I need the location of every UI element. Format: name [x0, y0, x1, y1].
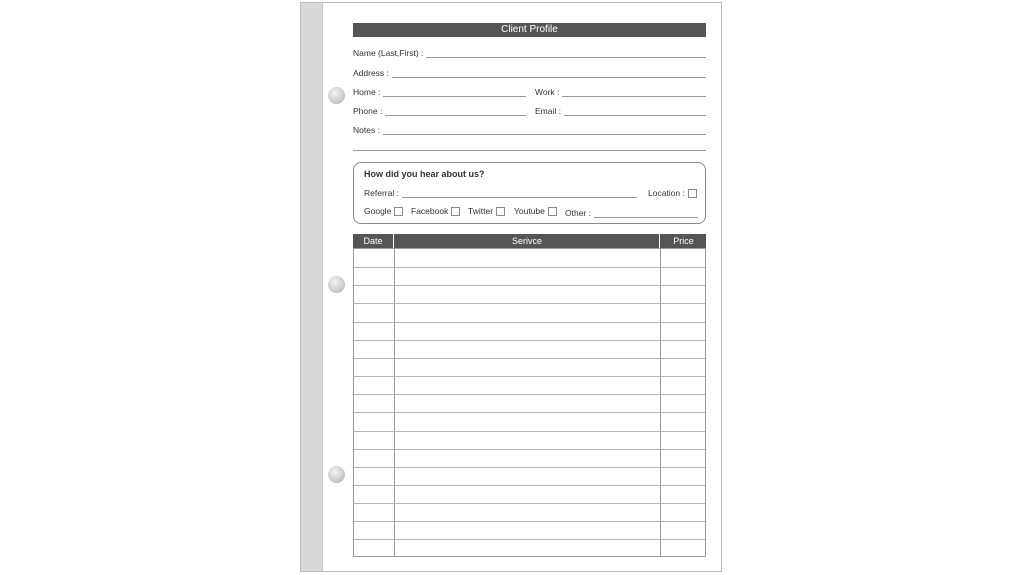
date-column-header: Date [363, 236, 383, 246]
table-row[interactable] [354, 539, 705, 540]
table-row[interactable] [354, 449, 705, 450]
email-label: Email : [535, 106, 561, 116]
notes-field[interactable] [353, 123, 706, 135]
table-row[interactable] [354, 412, 705, 413]
table-row[interactable] [354, 322, 705, 323]
facebook-option[interactable] [411, 206, 460, 216]
address-label: Address : [353, 68, 389, 78]
facebook-label: Facebook [411, 206, 449, 216]
table-row[interactable] [354, 285, 705, 286]
form-title: Client Profile [353, 23, 706, 37]
referral-source-box [353, 162, 706, 224]
referral-line [402, 189, 637, 198]
table-row[interactable] [354, 303, 705, 304]
twitter-checkbox[interactable] [496, 207, 505, 216]
phone-line [385, 107, 526, 116]
service-column-header: Serivce [393, 234, 660, 248]
home-label: Home : [353, 87, 381, 97]
location-checkbox[interactable] [688, 189, 697, 198]
service-table-body [353, 248, 706, 557]
youtube-label: Youtube [514, 206, 545, 216]
work-field[interactable] [535, 85, 706, 97]
phone-field[interactable] [353, 104, 526, 116]
notes-label: Notes : [353, 125, 380, 135]
other-field[interactable] [565, 206, 698, 218]
phone-label: Phone : [353, 106, 383, 116]
work-label: Work : [535, 87, 560, 97]
referral-label: Referral : [364, 188, 399, 198]
service-table-header [353, 234, 706, 248]
location-option[interactable] [648, 188, 697, 198]
punch-hole-icon [328, 276, 345, 293]
table-row[interactable] [354, 394, 705, 395]
table-row[interactable] [354, 503, 705, 504]
name-label: Name (Last,First) : [353, 48, 424, 58]
referral-source-title: How did you hear about us? [364, 169, 485, 179]
twitter-option[interactable] [468, 206, 505, 216]
table-row[interactable] [354, 467, 705, 468]
other-label: Other : [565, 208, 591, 218]
google-label: Google [364, 206, 392, 216]
table-row[interactable] [354, 521, 705, 522]
table-row[interactable] [354, 358, 705, 359]
date-column-divider [394, 249, 395, 556]
notes-extra-line[interactable] [353, 150, 706, 151]
home-field[interactable] [353, 85, 526, 97]
google-option[interactable] [364, 206, 403, 216]
notes-line [383, 126, 706, 135]
table-row[interactable] [354, 267, 705, 268]
twitter-label: Twitter [468, 206, 494, 216]
price-column-divider [660, 249, 661, 556]
table-row[interactable] [354, 485, 705, 486]
youtube-option[interactable] [514, 206, 557, 216]
google-checkbox[interactable] [394, 207, 403, 216]
work-line [562, 88, 706, 97]
price-column-header: Price [659, 234, 707, 248]
email-field[interactable] [535, 104, 706, 116]
table-row[interactable] [354, 376, 705, 377]
referral-field[interactable] [364, 186, 637, 198]
client-profile-sheet [300, 2, 722, 572]
table-row[interactable] [354, 340, 705, 341]
name-field[interactable] [353, 46, 706, 58]
name-line [426, 49, 706, 58]
punch-hole-icon [328, 466, 345, 483]
location-label: Location : [648, 188, 685, 198]
binding-strip [301, 3, 323, 571]
address-field[interactable] [353, 66, 706, 78]
punch-hole-icon [328, 87, 345, 104]
address-line [392, 69, 706, 78]
youtube-checkbox[interactable] [548, 207, 557, 216]
other-line [594, 209, 698, 218]
email-line [564, 107, 706, 116]
facebook-checkbox[interactable] [451, 207, 460, 216]
table-row[interactable] [354, 431, 705, 432]
home-line [383, 88, 526, 97]
